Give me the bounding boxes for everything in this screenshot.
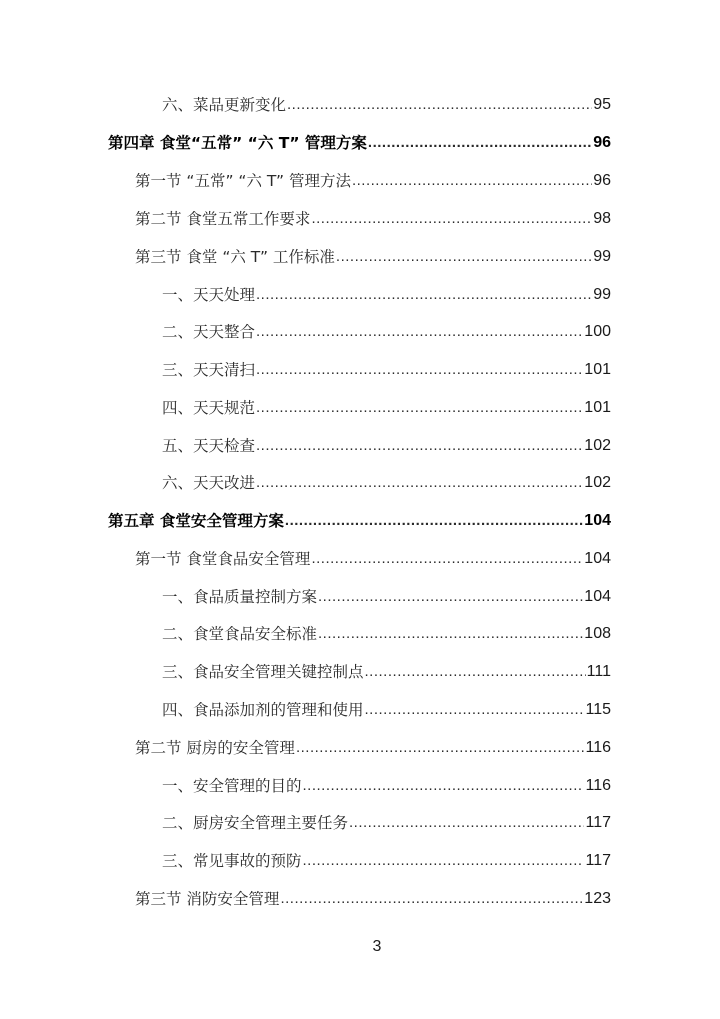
toc-entry-page: 98 (593, 210, 611, 227)
dot-leader (256, 283, 592, 307)
dot-leader (365, 660, 586, 684)
toc-entry[interactable] (162, 471, 611, 495)
toc-section-entry[interactable] (135, 887, 611, 911)
toc-entry[interactable] (162, 320, 611, 344)
toc-entry-page: 104 (584, 512, 611, 529)
dot-leader (256, 434, 583, 458)
toc-entry-page: 101 (584, 361, 611, 378)
dot-leader (311, 207, 592, 231)
toc-entry-page: 96 (593, 134, 611, 151)
toc-entry[interactable] (162, 396, 611, 420)
dot-leader (365, 698, 585, 722)
toc-entry-page: 99 (593, 286, 611, 303)
toc-entry-title: 三、常见事故的预防 (162, 852, 302, 870)
toc-entry-page: 101 (584, 399, 611, 416)
toc-entry-title: 二、厨房安全管理主要任务 (162, 814, 349, 832)
page-number: 3 (372, 938, 382, 955)
toc-section-entry[interactable] (135, 207, 611, 231)
toc-entry-page: 117 (585, 814, 611, 831)
dot-leader (368, 131, 592, 155)
toc-entry-title: 五、天天检查 (162, 437, 256, 455)
dot-leader (311, 547, 583, 571)
toc-entry-title: 第二节 厨房的安全管理 (135, 739, 295, 757)
toc-entry-title: 六、天天改进 (162, 474, 256, 492)
dot-leader (318, 622, 583, 646)
dot-leader (349, 811, 584, 835)
toc-entry[interactable] (162, 283, 611, 307)
dot-leader (303, 774, 585, 798)
dot-leader (303, 849, 585, 873)
dot-leader (352, 169, 592, 193)
toc-entry-page: 116 (585, 739, 611, 756)
toc-entry[interactable] (162, 660, 611, 684)
toc-entry[interactable] (162, 585, 611, 609)
toc-entry-title: 三、食品安全管理关键控制点 (162, 663, 364, 681)
toc-entry-title: 第一节 食堂食品安全管理 (135, 550, 311, 568)
toc-entry-page: 102 (584, 474, 611, 491)
toc-entry[interactable] (162, 811, 611, 835)
dot-leader (287, 93, 592, 117)
toc-entry-title: 六、菜品更新变化 (162, 96, 287, 114)
toc-entry-page: 104 (584, 588, 611, 605)
toc-entry-page: 123 (584, 890, 611, 907)
dot-leader (296, 736, 585, 760)
toc-entry-title: 三、天天清扫 (162, 361, 256, 379)
toc-entry-title: 第五章 食堂安全管理方案 (108, 512, 284, 530)
toc-entry[interactable] (162, 698, 611, 722)
dot-leader (318, 585, 583, 609)
toc-entry-title: 一、食品质量控制方案 (162, 588, 318, 606)
toc-entry-title: 二、天天整合 (162, 323, 256, 341)
toc-entry[interactable] (162, 358, 611, 382)
dot-leader (256, 471, 583, 495)
toc-entry[interactable] (162, 93, 611, 117)
toc-chapter-entry[interactable] (108, 509, 611, 533)
toc-entry-page: 100 (584, 323, 611, 340)
toc-chapter-entry[interactable] (108, 131, 611, 155)
dot-leader (285, 509, 583, 533)
toc-entry-title: 二、食堂食品安全标准 (162, 625, 318, 643)
toc-entry-title: 第一节 “五常” “六 T” 管理方法 (135, 172, 351, 190)
dot-leader (256, 396, 583, 420)
toc-entry-title: 第四章 食堂“五常” “六 T” 管理方案 (108, 134, 367, 152)
toc-section-entry[interactable] (135, 245, 611, 269)
toc-section-entry[interactable] (135, 547, 611, 571)
toc-entry-page: 96 (593, 172, 611, 189)
toc-entry-title: 四、食品添加剂的管理和使用 (162, 701, 364, 719)
toc-entry-title: 第三节 食堂 “六 T” 工作标准 (135, 248, 335, 266)
toc-entry-page: 116 (585, 777, 611, 794)
toc-entry-title: 四、天天规范 (162, 399, 256, 417)
dot-leader (280, 887, 583, 911)
toc-entry[interactable] (162, 622, 611, 646)
toc-entry[interactable] (162, 774, 611, 798)
dot-leader (256, 320, 583, 344)
toc-entry-page: 95 (593, 96, 611, 113)
toc-entry-page: 115 (585, 701, 611, 718)
toc-entry-page: 104 (584, 550, 611, 567)
toc-entry-page: 111 (586, 663, 611, 680)
toc-section-entry[interactable] (135, 169, 611, 193)
toc-entry-page: 117 (585, 852, 611, 869)
toc-entry-title: 一、天天处理 (162, 286, 256, 304)
toc-entry[interactable] (162, 434, 611, 458)
toc-entry-title: 第二节 食堂五常工作要求 (135, 210, 311, 228)
toc-entry-page: 99 (593, 248, 611, 265)
toc-entry-page: 102 (584, 437, 611, 454)
toc-section-entry[interactable] (135, 736, 611, 760)
toc-entry-title: 第三节 消防安全管理 (135, 890, 280, 908)
toc-entry-page: 108 (584, 625, 611, 642)
toc-entry-title: 一、安全管理的目的 (162, 777, 302, 795)
dot-leader (256, 358, 583, 382)
toc-entry[interactable] (162, 849, 611, 873)
dot-leader (336, 245, 592, 269)
